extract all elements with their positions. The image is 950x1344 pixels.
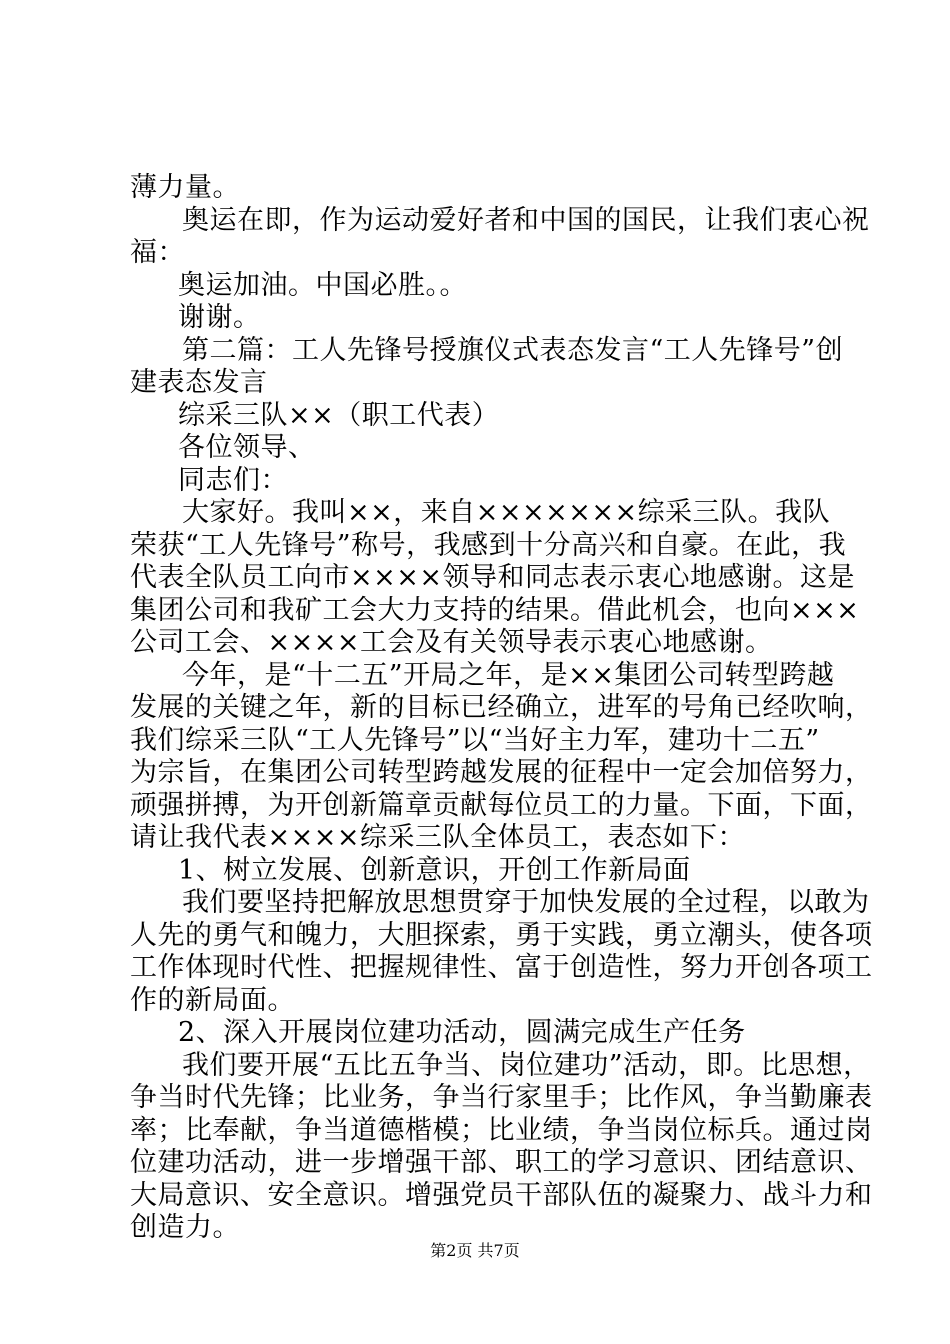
text-line: 发展的关键之年，新的目标已经确立，进军的号角已经吹响，: [130, 692, 873, 723]
text-line: 2、深入开展岗位建功活动，圆满完成生产任务: [178, 1017, 746, 1048]
text-line: 荣获“工人先锋号”称号，我感到十分高兴和自豪。在此，我: [130, 529, 847, 561]
text-line: 各位领导、: [178, 432, 316, 463]
text-line: 第二篇：工人先锋号授旗仪式表态发言“工人先锋号”创: [182, 334, 844, 366]
text-line: 请让我代表××××综采三队全体员工，表态如下：: [130, 822, 745, 853]
text-line: 顽强拼搏，为开创新篇章贡献每位员工的力量。下面，下面，: [130, 789, 873, 821]
text-line: 1、树立发展、创新意识，开创工作新局面: [178, 854, 691, 886]
text-line: 谢谢。: [178, 302, 261, 333]
text-line: 今年，是“十二五”开局之年，是××集团公司转型跨越: [182, 659, 835, 691]
text-line: 率；比奉献，争当道德楷模；比业绩，争当岗位标兵。通过岗: [130, 1114, 873, 1146]
text-line: 薄力量。: [130, 172, 240, 203]
text-line: 奥运在即，作为运动爱好者和中国的国民，让我们衷心祝: [182, 204, 870, 236]
text-line: 我们要坚持把解放思想贯穿于加快发展的全过程，以敢为: [182, 887, 870, 918]
text-line: 代表全队员工向市××××领导和同志表示衷心地感谢。这是: [130, 562, 855, 593]
text-line: 公司工会、××××工会及有关领导表示衷心地感谢。: [130, 627, 773, 658]
text-line: 工作体现时代性、把握规律性、富于创造性，努力开创各项工: [130, 952, 873, 983]
text-line: 我们综采三队“工人先锋号”以“当好主力军，建功十二五”: [130, 724, 820, 756]
text-line: 作的新局面。: [130, 984, 295, 1016]
text-line: 大家好。我叫××，来自×××××××综采三队。我队: [182, 497, 831, 528]
text-line: 同志们：: [178, 464, 288, 496]
text-line: 争当时代先锋；比业务，争当行家里手；比作风，争当勤廉表: [130, 1082, 873, 1113]
text-line: 奥运加油。中国必胜。。: [178, 269, 467, 301]
text-line: 人先的勇气和魄力，大胆探索，勇于实践，勇立潮头，使各项: [130, 919, 873, 951]
text-line: 创造力。: [130, 1212, 240, 1243]
text-line: 位建功活动，进一步增强干部、职工的学习意识、团结意识、: [130, 1147, 873, 1178]
text-line: 大局意识、安全意识。增强党员干部队伍的凝聚力、战斗力和: [130, 1179, 873, 1211]
text-line: 综采三队××（职工代表）: [178, 399, 500, 431]
text-line: 建表态发言: [130, 367, 268, 398]
text-line: 集团公司和我矿工会大力支持的结果。借此机会，也向×××: [130, 594, 860, 626]
text-line: 福：: [130, 237, 185, 268]
text-line: 为宗旨，在集团公司转型跨越发展的征程中一定会加倍努力，: [130, 757, 873, 788]
page-footer: 第2页 共7页: [430, 1241, 520, 1260]
document-body: [130, 172, 873, 1245]
text-line: 我们要开展“五比五争当、岗位建功”活动，即。比思想，: [182, 1049, 871, 1081]
